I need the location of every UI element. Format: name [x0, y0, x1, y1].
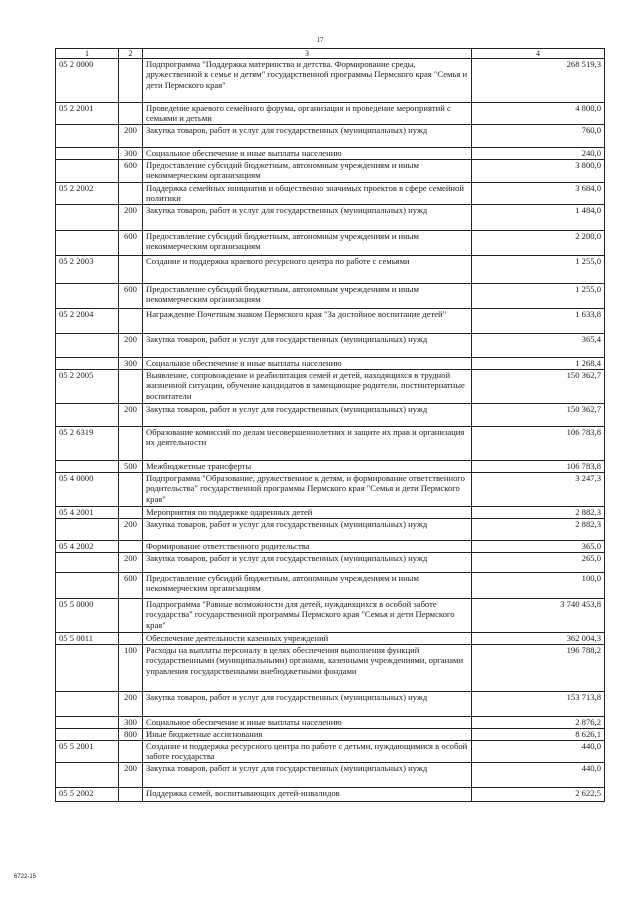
cell-amount: 100,0 — [472, 573, 605, 599]
table-row — [56, 762, 605, 787]
cell-expense-type: 200 — [119, 125, 143, 148]
cell-amount: 150 362,7 — [472, 370, 605, 404]
cell-amount: 1 484,0 — [472, 205, 605, 231]
cell-code — [56, 692, 119, 717]
cell-name: Социальное обеспечение и иные выплаты населению — [143, 148, 472, 160]
cell-expense-type: 200 — [119, 334, 143, 358]
cell-code: 05 2 2003 — [56, 256, 119, 284]
cell-amount: 106 783,8 — [472, 461, 605, 473]
table-row — [56, 741, 605, 763]
cell-code: 05 2 6319 — [56, 427, 119, 461]
cell-name: Предоставление субсидий бюджетным, автономным учреждениям и иным некоммерческим организациям — [143, 573, 472, 599]
cell-code — [56, 729, 119, 741]
cell-expense-type: 600 — [119, 231, 143, 256]
cell-name: Формирование ответственного родительства — [143, 541, 472, 553]
cell-expense-type: 200 — [119, 692, 143, 717]
cell-amount: 268 519,3 — [472, 59, 605, 103]
cell-code — [56, 553, 119, 573]
cell-name: Закупка товаров, работ и услуг для государственных (муниципальных) нужд — [143, 125, 472, 148]
cell-amount: 106 783,8 — [472, 427, 605, 461]
cell-amount: 362 004,3 — [472, 633, 605, 645]
cell-code — [56, 573, 119, 599]
cell-amount: 2 882,3 — [472, 507, 605, 519]
cell-name: Подпрограмма "Образование, дружественное к детям, и формирование ответственного родительства" государственной программы Пермского края "Семья и дети Пермского края" — [143, 473, 472, 507]
cell-name: Создание и поддержка ресурсного центра по работе с детьми, нуждающимися в особой заботе государства — [143, 741, 472, 763]
cell-name: Межбюджетные трансферты — [143, 461, 472, 473]
cell-expense-type: 500 — [119, 461, 143, 473]
table-row — [56, 59, 605, 103]
cell-amount: 3 800,0 — [472, 160, 605, 183]
table-row — [56, 358, 605, 370]
cell-expense-type — [119, 741, 143, 763]
cell-code — [56, 762, 119, 787]
cell-expense-type — [119, 427, 143, 461]
cell-name: Обеспечение деятельности казенных учреждений — [143, 633, 472, 645]
table-row — [56, 205, 605, 231]
cell-name: Мероприятия по поддержке одаренных детей — [143, 507, 472, 519]
table-row — [56, 599, 605, 633]
cell-expense-type: 200 — [119, 205, 143, 231]
cell-expense-type: 600 — [119, 160, 143, 183]
table-row — [56, 148, 605, 160]
cell-amount: 3 684,0 — [472, 183, 605, 205]
cell-code — [56, 205, 119, 231]
cell-code: 05 5 2001 — [56, 741, 119, 763]
table-row — [56, 103, 605, 125]
cell-expense-type — [119, 599, 143, 633]
cell-amount: 8 626,1 — [472, 729, 605, 741]
cell-name: Поддержка семей, воспитывающих детей-инвалидов — [143, 787, 472, 801]
cell-amount: 440,0 — [472, 741, 605, 763]
table-header-row — [56, 49, 605, 59]
cell-code — [56, 284, 119, 309]
cell-expense-type: 800 — [119, 729, 143, 741]
cell-expense-type: 200 — [119, 553, 143, 573]
cell-name: Поддержка семейных инициатив и общественно значимых проектов в сфере семейной политики — [143, 183, 472, 205]
column-header-code: 1 — [56, 49, 119, 59]
footer-code: 6722-15 — [14, 874, 37, 880]
table-row — [56, 692, 605, 717]
cell-amount: 4 800,0 — [472, 103, 605, 125]
cell-name: Подпрограмма "Равные возможности для детей, нуждающихся в особой заботе государства" государственной программы Пермского края "Семья и дети Пермского края" — [143, 599, 472, 633]
cell-name: Создание и поддержка краевого ресурсного центра по работе с семьями — [143, 256, 472, 284]
table-row — [56, 729, 605, 741]
cell-expense-type: 200 — [119, 404, 143, 427]
table-row — [56, 231, 605, 256]
table-row — [56, 573, 605, 599]
cell-name: Предоставление субсидий бюджетным, автономным учреждениям и иным некоммерческим организациям — [143, 160, 472, 183]
cell-code — [56, 717, 119, 729]
cell-code — [56, 148, 119, 160]
budget-table — [55, 48, 605, 802]
cell-name: Закупка товаров, работ и услуг для государственных (муниципальных) нужд — [143, 692, 472, 717]
cell-code: 05 2 2002 — [56, 183, 119, 205]
cell-name: Закупка товаров, работ и услуг для государственных (муниципальных) нужд — [143, 205, 472, 231]
cell-expense-type — [119, 309, 143, 334]
table-row — [56, 256, 605, 284]
cell-code — [56, 358, 119, 370]
cell-code: 05 5 2002 — [56, 787, 119, 801]
cell-code — [56, 461, 119, 473]
cell-amount: 760,0 — [472, 125, 605, 148]
cell-amount: 365,0 — [472, 541, 605, 553]
cell-expense-type: 200 — [119, 519, 143, 541]
table-row — [56, 717, 605, 729]
page-number: 17 — [316, 36, 324, 44]
cell-name: Закупка товаров, работ и услуг для государственных (муниципальных) нужд — [143, 553, 472, 573]
cell-expense-type — [119, 256, 143, 284]
cell-name: Социальное обеспечение и иные выплаты населению — [143, 358, 472, 370]
cell-code — [56, 404, 119, 427]
cell-code: 05 4 0000 — [56, 473, 119, 507]
cell-name: Закупка товаров, работ и услуг для государственных (муниципальных) нужд — [143, 334, 472, 358]
cell-expense-type — [119, 59, 143, 103]
cell-code: 05 5 0000 — [56, 599, 119, 633]
cell-name: Иные бюджетные ассигнования — [143, 729, 472, 741]
cell-code — [56, 334, 119, 358]
cell-code — [56, 645, 119, 692]
cell-amount: 1 268,4 — [472, 358, 605, 370]
column-header-amount: 4 — [472, 49, 605, 59]
cell-name: Закупка товаров, работ и услуг для государственных (муниципальных) нужд — [143, 762, 472, 787]
cell-amount: 265,0 — [472, 553, 605, 573]
cell-expense-type — [119, 370, 143, 404]
table-row — [56, 507, 605, 519]
cell-amount: 2 882,3 — [472, 519, 605, 541]
cell-expense-type — [119, 473, 143, 507]
column-header-kvr: 2 — [119, 49, 143, 59]
cell-expense-type — [119, 507, 143, 519]
cell-amount: 2 876,2 — [472, 717, 605, 729]
table-row — [56, 160, 605, 183]
table-row — [56, 519, 605, 541]
cell-expense-type: 100 — [119, 645, 143, 692]
cell-code — [56, 231, 119, 256]
cell-amount: 1 255,0 — [472, 284, 605, 309]
cell-expense-type: 200 — [119, 762, 143, 787]
cell-expense-type: 300 — [119, 358, 143, 370]
table-row — [56, 404, 605, 427]
table-body — [56, 59, 605, 802]
cell-code: 05 2 2005 — [56, 370, 119, 404]
cell-expense-type: 600 — [119, 573, 143, 599]
cell-name: Социальное обеспечение и иные выплаты населению — [143, 717, 472, 729]
cell-amount: 153 713,8 — [472, 692, 605, 717]
cell-code — [56, 160, 119, 183]
cell-amount: 2 200,0 — [472, 231, 605, 256]
table-row — [56, 787, 605, 801]
cell-expense-type: 300 — [119, 717, 143, 729]
cell-expense-type — [119, 103, 143, 125]
cell-name: Проведение краевого семейного форума, организация и проведение мероприятий с семьями и детьми — [143, 103, 472, 125]
cell-expense-type: 600 — [119, 284, 143, 309]
table-row — [56, 645, 605, 692]
table-row — [56, 309, 605, 334]
cell-code: 05 5 0011 — [56, 633, 119, 645]
table-row — [56, 125, 605, 148]
table-row — [56, 183, 605, 205]
cell-code: 05 4 2002 — [56, 541, 119, 553]
cell-expense-type — [119, 633, 143, 645]
table-row — [56, 553, 605, 573]
cell-name: Награждение Почетным знаком Пермского края "За достойное воспитание детей" — [143, 309, 472, 334]
cell-name: Предоставление субсидий бюджетным, автономным учреждениям и иным некоммерческим организациям — [143, 231, 472, 256]
cell-expense-type: 300 — [119, 148, 143, 160]
cell-amount: 1 255,0 — [472, 256, 605, 284]
cell-name: Образование комиссий по делам несовершеннолетних и защите их прав и организация их деятельности — [143, 427, 472, 461]
cell-amount: 365,4 — [472, 334, 605, 358]
cell-name: Подпрограмма "Поддержка материнства и детства. Формирование среды, дружественной к семье и детям" государственной программы Пермского края "Семья и дети Пермского края" — [143, 59, 472, 103]
cell-amount: 196 788,2 — [472, 645, 605, 692]
cell-expense-type — [119, 183, 143, 205]
cell-code — [56, 519, 119, 541]
table-row — [56, 334, 605, 358]
cell-amount: 3 247,3 — [472, 473, 605, 507]
cell-expense-type — [119, 787, 143, 801]
cell-code: 05 2 2001 — [56, 103, 119, 125]
cell-code: 05 4 2001 — [56, 507, 119, 519]
cell-amount: 2 622,5 — [472, 787, 605, 801]
column-header-name: 3 — [143, 49, 472, 59]
cell-amount: 440,0 — [472, 762, 605, 787]
table-row — [56, 427, 605, 461]
cell-name: Расходы на выплаты персоналу в целях обеспечения выполнения функций государственными (муниципальными) органами, казенными учреждениями, органами управления государственными внебюджетными фондами — [143, 645, 472, 692]
cell-code: 05 2 2004 — [56, 309, 119, 334]
table-row — [56, 473, 605, 507]
table-row — [56, 633, 605, 645]
cell-name: Выявление, сопровождение и реабилитация семей и детей, находящихся в трудной жизненной ситуации, обучение кандидатов в замещающие родители, постинтернатные воспитатели — [143, 370, 472, 404]
cell-expense-type — [119, 541, 143, 553]
cell-amount: 1 633,8 — [472, 309, 605, 334]
cell-code: 05 2 0000 — [56, 59, 119, 103]
cell-amount: 150 362,7 — [472, 404, 605, 427]
cell-amount: 3 740 453,8 — [472, 599, 605, 633]
table-row — [56, 461, 605, 473]
table-row — [56, 284, 605, 309]
table-row — [56, 370, 605, 404]
cell-amount: 240,0 — [472, 148, 605, 160]
table-row — [56, 541, 605, 553]
cell-code — [56, 125, 119, 148]
cell-name: Предоставление субсидий бюджетным, автономным учреждениям и иным некоммерческим организациям — [143, 284, 472, 309]
cell-name: Закупка товаров, работ и услуг для государственных (муниципальных) нужд — [143, 404, 472, 427]
cell-name: Закупка товаров, работ и услуг для государственных (муниципальных) нужд — [143, 519, 472, 541]
